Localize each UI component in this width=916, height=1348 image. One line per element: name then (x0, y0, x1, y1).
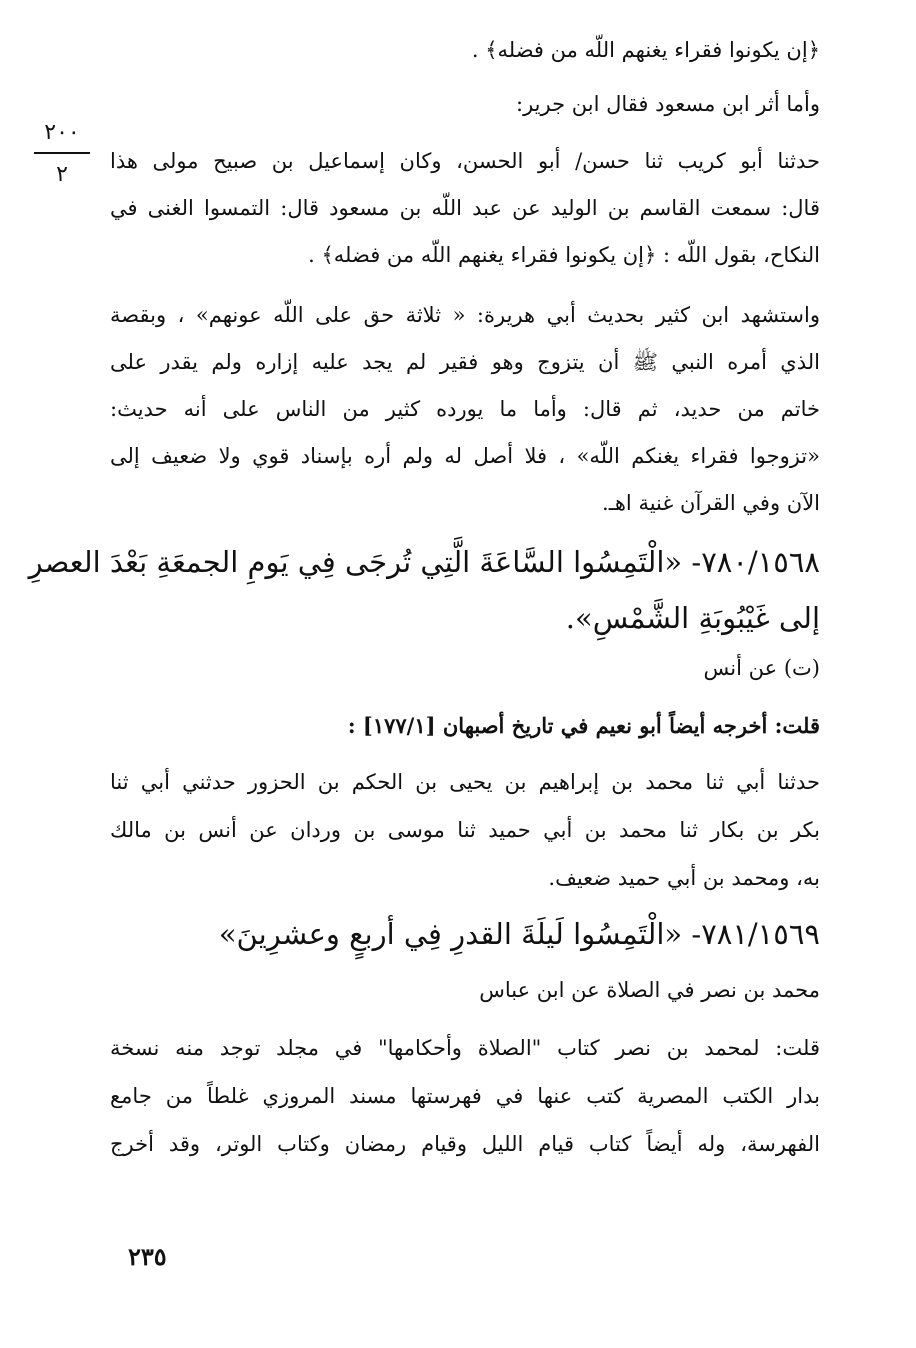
text-line: بدار الكتب المصرية كتب عنها في فهرستها مسند المروزي غلطاً من جامع (110, 1084, 820, 1108)
text-line: النكاح، بقول اللّه : ﴿إن يكونوا فقراء يغنهم اللّه من فضله﴾ . (308, 243, 820, 267)
margin-volume-note (34, 118, 90, 190)
ibn-kathir-paragraph (110, 292, 820, 527)
text-line: بكر بن بكار ثنا محمد بن أبي حميد ثنا موسى بن وردان عن أنس بن مالك (110, 818, 820, 842)
text-line: إلى غَيْبُوبَةِ الشَّمْسِ». (565, 601, 820, 635)
text-line: ٧٨١/١٥٦٩- «الْتَمِسُوا لَيلَةَ القدرِ فِي أربعٍ وعشرِينَ» (218, 917, 820, 951)
quran-quote-line (120, 30, 820, 70)
margin-note-top: ٢٠٠ (44, 120, 80, 145)
text-line: قلت: لمحمد بن نصر كتاب "الصلاة وأحكامها" في مجلد توجد منه نسخة (110, 1036, 820, 1060)
text-line: خاتم من حديد، ثم قال: وأما ما يورده كثير من الناس على أنه حديث: (110, 397, 820, 421)
text-line: وأما أثر ابن مسعود فقال ابن جرير: (516, 92, 820, 116)
hadith-heading-781 (110, 906, 820, 962)
margin-note-rule (34, 152, 90, 154)
text-line: حدثنا أبي ثنا محمد بن إبراهيم بن يحيى بن الحكم بن الحزور حدثني أبي ثنا (110, 770, 820, 794)
margin-note-bottom: ٢ (56, 162, 68, 187)
qultu-paragraph-780 (110, 706, 820, 746)
hadith-source-781 (110, 970, 820, 1010)
text-line: به، ومحمد بن أبي حميد ضعيف. (548, 866, 820, 890)
text-line: قال: سمعت القاسم بن الوليد عن عبد اللّه بن مسعود قال: التمسوا الغنى في (110, 196, 820, 220)
text-line: محمد بن نصر في الصلاة عن ابن عباس (479, 978, 820, 1002)
page-number: ٢٣٥ (128, 1242, 167, 1271)
hadith-source-780 (110, 648, 820, 688)
hadith-heading-780 (28, 534, 820, 646)
text-line: حدثنا أبو كريب ثنا حسن/ أبو الحسن، وكان إسماعيل بن صبيح مولى هذا (110, 149, 820, 173)
text-line: الفهرسة، وله أيضاً كتاب قيام الليل وقيام رمضان وكتاب الوتر، وقد أخرج (110, 1132, 820, 1156)
text-line: ٧٨٠/١٥٦٨- «الْتَمِسُوا السَّاعَةَ الَّتِي تُرجَى فِي يَومِ الجمعَةِ بَعْدَ العصرِ (28, 545, 820, 579)
text-line: الذي أمره النبي ﷺ أن يتزوج وهو فقير لم يجد عليه إزاره ولم يقدر على (110, 350, 820, 374)
text-line: «تزوجوا فقراء يغنكم اللّه» ، فلا أصل له ولم أره بإسناد قوي ولا ضعيف إلى (110, 444, 820, 468)
text-line: واستشهد ابن كثير بحديث أبي هريرة: « ثلاثة حق على اللّه عونهم» ، وبقصة (110, 303, 820, 327)
text-line: (ت) عن أنس (703, 656, 820, 680)
qultu-paragraph-781 (110, 1024, 820, 1168)
ibn-jarir-chain-paragraph (110, 138, 820, 279)
ibn-masud-intro (120, 84, 820, 124)
text-line: ﴿إن يكونوا فقراء يغنهم اللّه من فضله﴾ . (471, 38, 820, 62)
abu-nuaym-chain-paragraph (110, 758, 820, 902)
text-line: الآن وفي القرآن غنية اهـ. (602, 491, 820, 515)
text-line: قلت: أخرجه أيضاً أبو نعيم في تاريخ أصبهان [١٧٧/١] : (347, 713, 820, 738)
